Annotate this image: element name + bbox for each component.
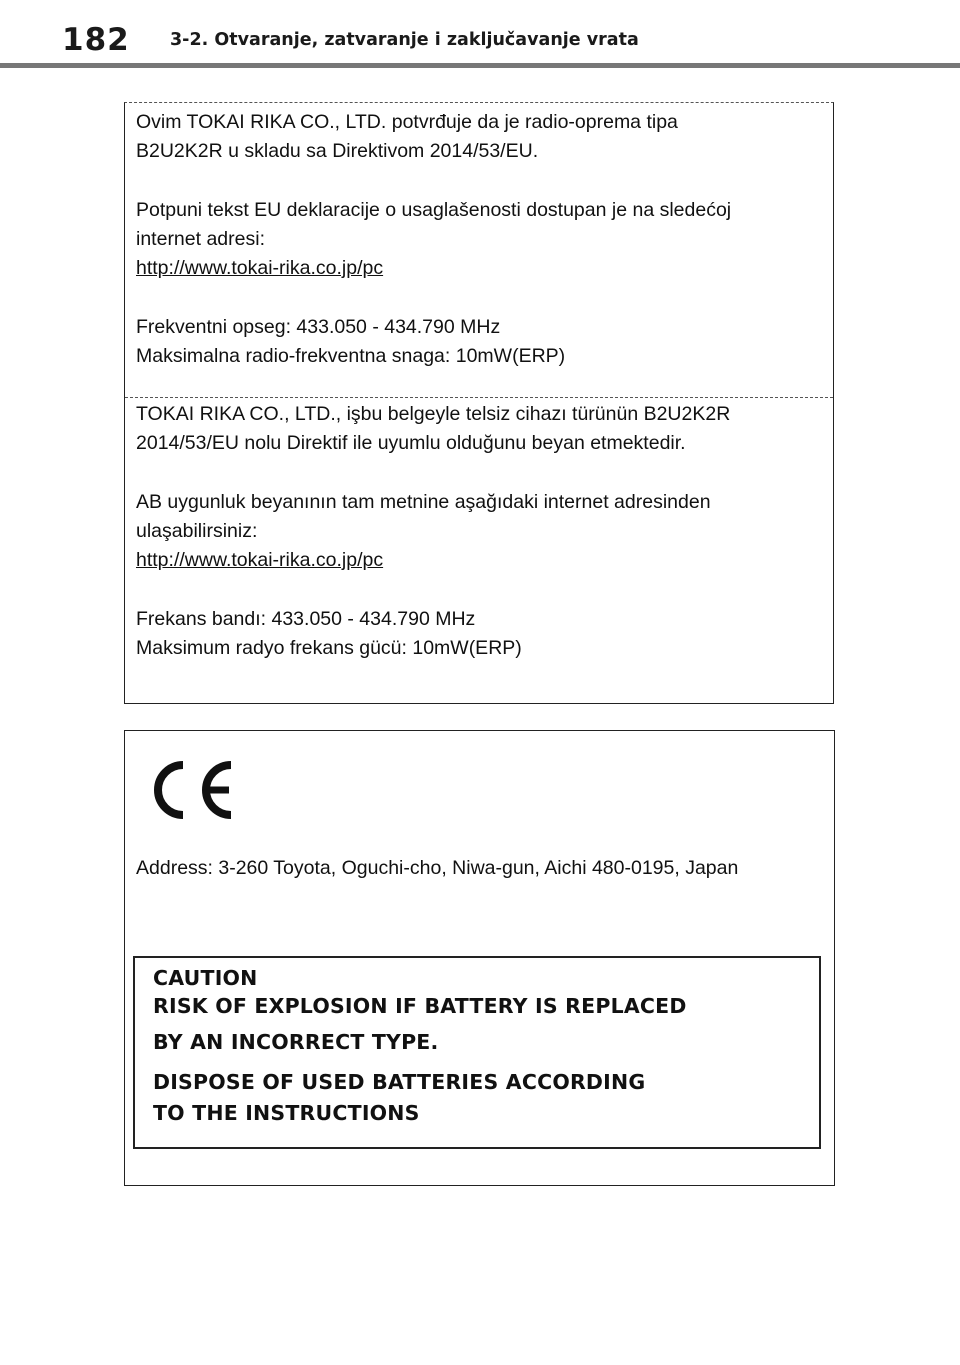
header-rule	[0, 63, 960, 68]
caution-line-3: DISPOSE OF USED BATTERIES ACCORDING	[153, 1070, 646, 1094]
turkish-line-4: ulaşabilirsiniz:	[136, 520, 258, 542]
turkish-line-2: 2014/53/EU nolu Direktif ile uyumlu olduğunu beyan etmektedir.	[136, 432, 686, 454]
turkish-line-3: AB uygunluk beyanının tam metnine aşağıdaki internet adresinden	[136, 491, 711, 513]
serbian-line-3: Potpuni tekst EU deklaracije o usaglašenosti dostupan je na sledećoj	[136, 199, 732, 221]
page-header	[0, 0, 960, 68]
declaration-box	[124, 102, 834, 704]
turkish-power: Maksimum radyo frekans gücü: 10mW(ERP)	[136, 637, 522, 659]
caution-title: CAUTION	[153, 966, 258, 990]
turkish-line-1: TOKAI RIKA CO., LTD., işbu belgeyle telsiz cihazı türünün B2U2K2R	[136, 403, 731, 425]
product-label-box	[124, 730, 835, 1186]
caution-line-4: TO THE INSTRUCTIONS	[153, 1101, 420, 1125]
serbian-line-2: B2U2K2R u skladu sa Direktivom 2014/53/EU.	[136, 140, 539, 162]
serbian-line-4: internet adresi:	[136, 228, 265, 250]
page-number: 182	[62, 22, 130, 58]
section-divider	[125, 397, 833, 398]
serbian-power: Maksimalna radio-frekventna snaga: 10mW(ERP)	[136, 345, 566, 367]
manufacturer-address: Address: 3-260 Toyota, Oguchi-cho, Niwa-gun, Aichi 480-0195, Japan	[136, 857, 739, 879]
turkish-url-link[interactable]: http://www.tokai-rika.co.jp/pc	[136, 549, 384, 571]
turkish-frequency: Frekans bandı: 433.050 - 434.790 MHz	[136, 608, 476, 630]
ce-mark-icon	[149, 759, 235, 821]
serbian-url-link[interactable]: http://www.tokai-rika.co.jp/pc	[136, 257, 384, 279]
caution-line-1: RISK OF EXPLOSION IF BATTERY IS REPLACED	[153, 994, 687, 1018]
caution-line-2: BY AN INCORRECT TYPE.	[153, 1030, 439, 1054]
section-title: 3-2. Otvaranje, zatvaranje i zaključavanje vrata	[170, 30, 639, 50]
serbian-line-1: Ovim TOKAI RIKA CO., LTD. potvrđuje da je radio-oprema tipa	[136, 111, 678, 133]
serbian-frequency: Frekventni opseg: 433.050 - 434.790 MHz	[136, 316, 501, 338]
caution-box	[133, 956, 821, 1149]
